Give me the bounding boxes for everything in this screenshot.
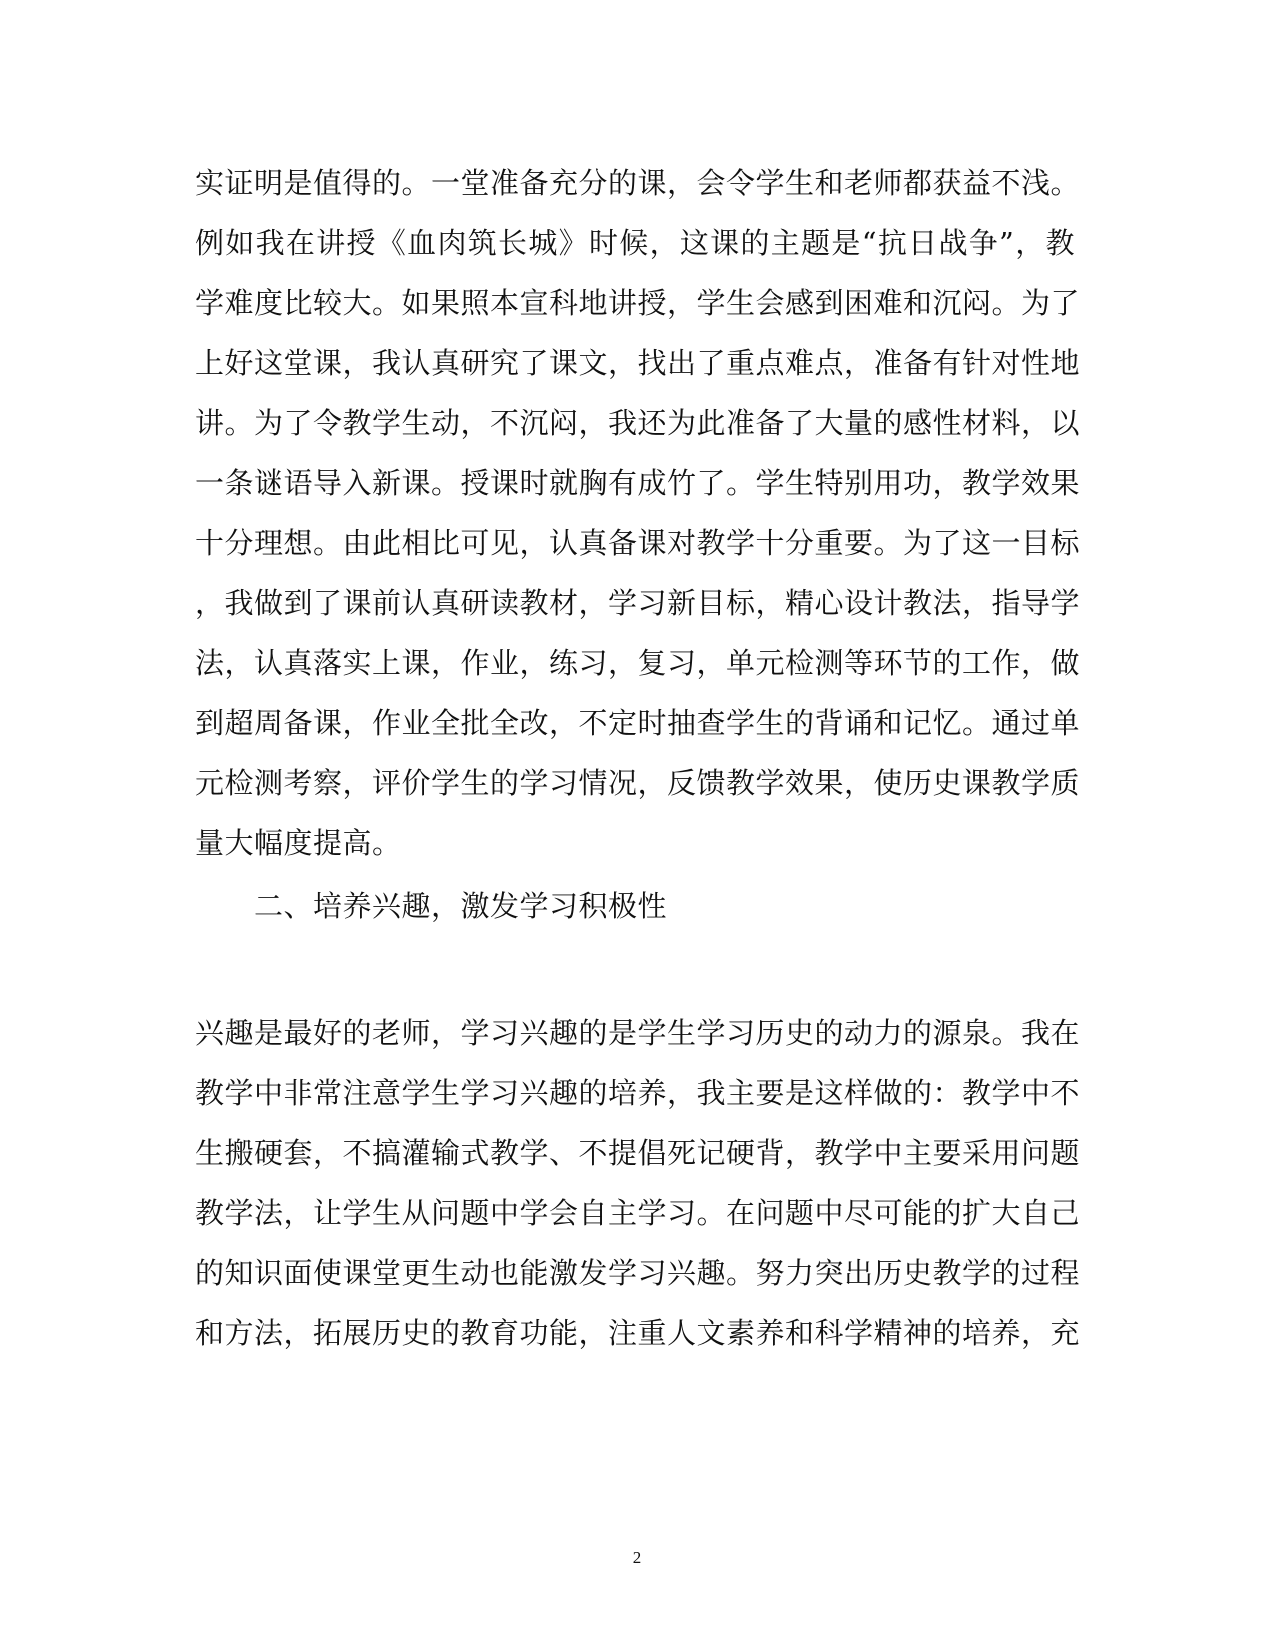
paragraph-line: 生搬硬套，不搞灌输式教学、不提倡死记硬背，教学中主要采用问题 xyxy=(195,1136,1081,1170)
paragraph-line: 教学中非常注意学生学习兴趣的培养，我主要是这样做的：教学中不 xyxy=(195,1076,1081,1110)
paragraph-line: ，我做到了课前认真研读教材，学习新目标，精心设计教法，指导学 xyxy=(195,586,1081,620)
paragraph-line: 法，认真落实上课，作业，练习，复习，单元检测等环节的工作，做 xyxy=(195,646,1081,680)
paragraph-line: 教学法，让学生从问题中学会自主学习。在问题中尽可能的扩大自己 xyxy=(195,1196,1081,1230)
paragraph-line: 十分理想。由此相比可见，认真备课对教学十分重要。为了这一目标 xyxy=(195,526,1081,560)
paragraph-line: 元检测考察，评价学生的学习情况，反馈教学效果，使历史课教学质 xyxy=(195,766,1081,800)
paragraph-line: 例如我在讲授《血肉筑长城》时候，这课的主题是“抗日战争”，教 xyxy=(195,226,1075,260)
paragraph-line: 一条谜语导入新课。授课时就胸有成竹了。学生特别用功，教学效果 xyxy=(195,466,1081,500)
paragraph-line: 量大幅度提高。 xyxy=(195,826,402,860)
paragraph-line: 讲。为了令教学生动，不沉闷，我还为此准备了大量的感性材料，以 xyxy=(195,406,1081,440)
paragraph-line: 的知识面使课堂更生动也能激发学习兴趣。努力突出历史教学的过程 xyxy=(195,1256,1081,1290)
page-number: 2 xyxy=(632,1548,642,1567)
paragraph-line: 实证明是值得的。一堂准备充分的课，会令学生和老师都获益不浅。 xyxy=(195,166,1081,200)
paragraph-line: 上好这堂课，我认真研究了课文，找出了重点难点，准备有针对性地 xyxy=(195,346,1081,380)
paragraph-line: 学难度比较大。如果照本宣科地讲授，学生会感到困难和沉闷。为了 xyxy=(195,286,1081,320)
paragraph-line: 到超周备课，作业全批全改，不定时抽查学生的背诵和记忆。通过单 xyxy=(195,706,1081,740)
paragraph-line: 和方法，拓展历史的教育功能，注重人文素养和科学精神的培养，充 xyxy=(195,1316,1081,1350)
paragraph-line: 兴趣是最好的老师，学习兴趣的是学生学习历史的动力的源泉。我在 xyxy=(195,1016,1081,1050)
section-heading: 二、培养兴趣，激发学习积极性 xyxy=(254,889,668,923)
